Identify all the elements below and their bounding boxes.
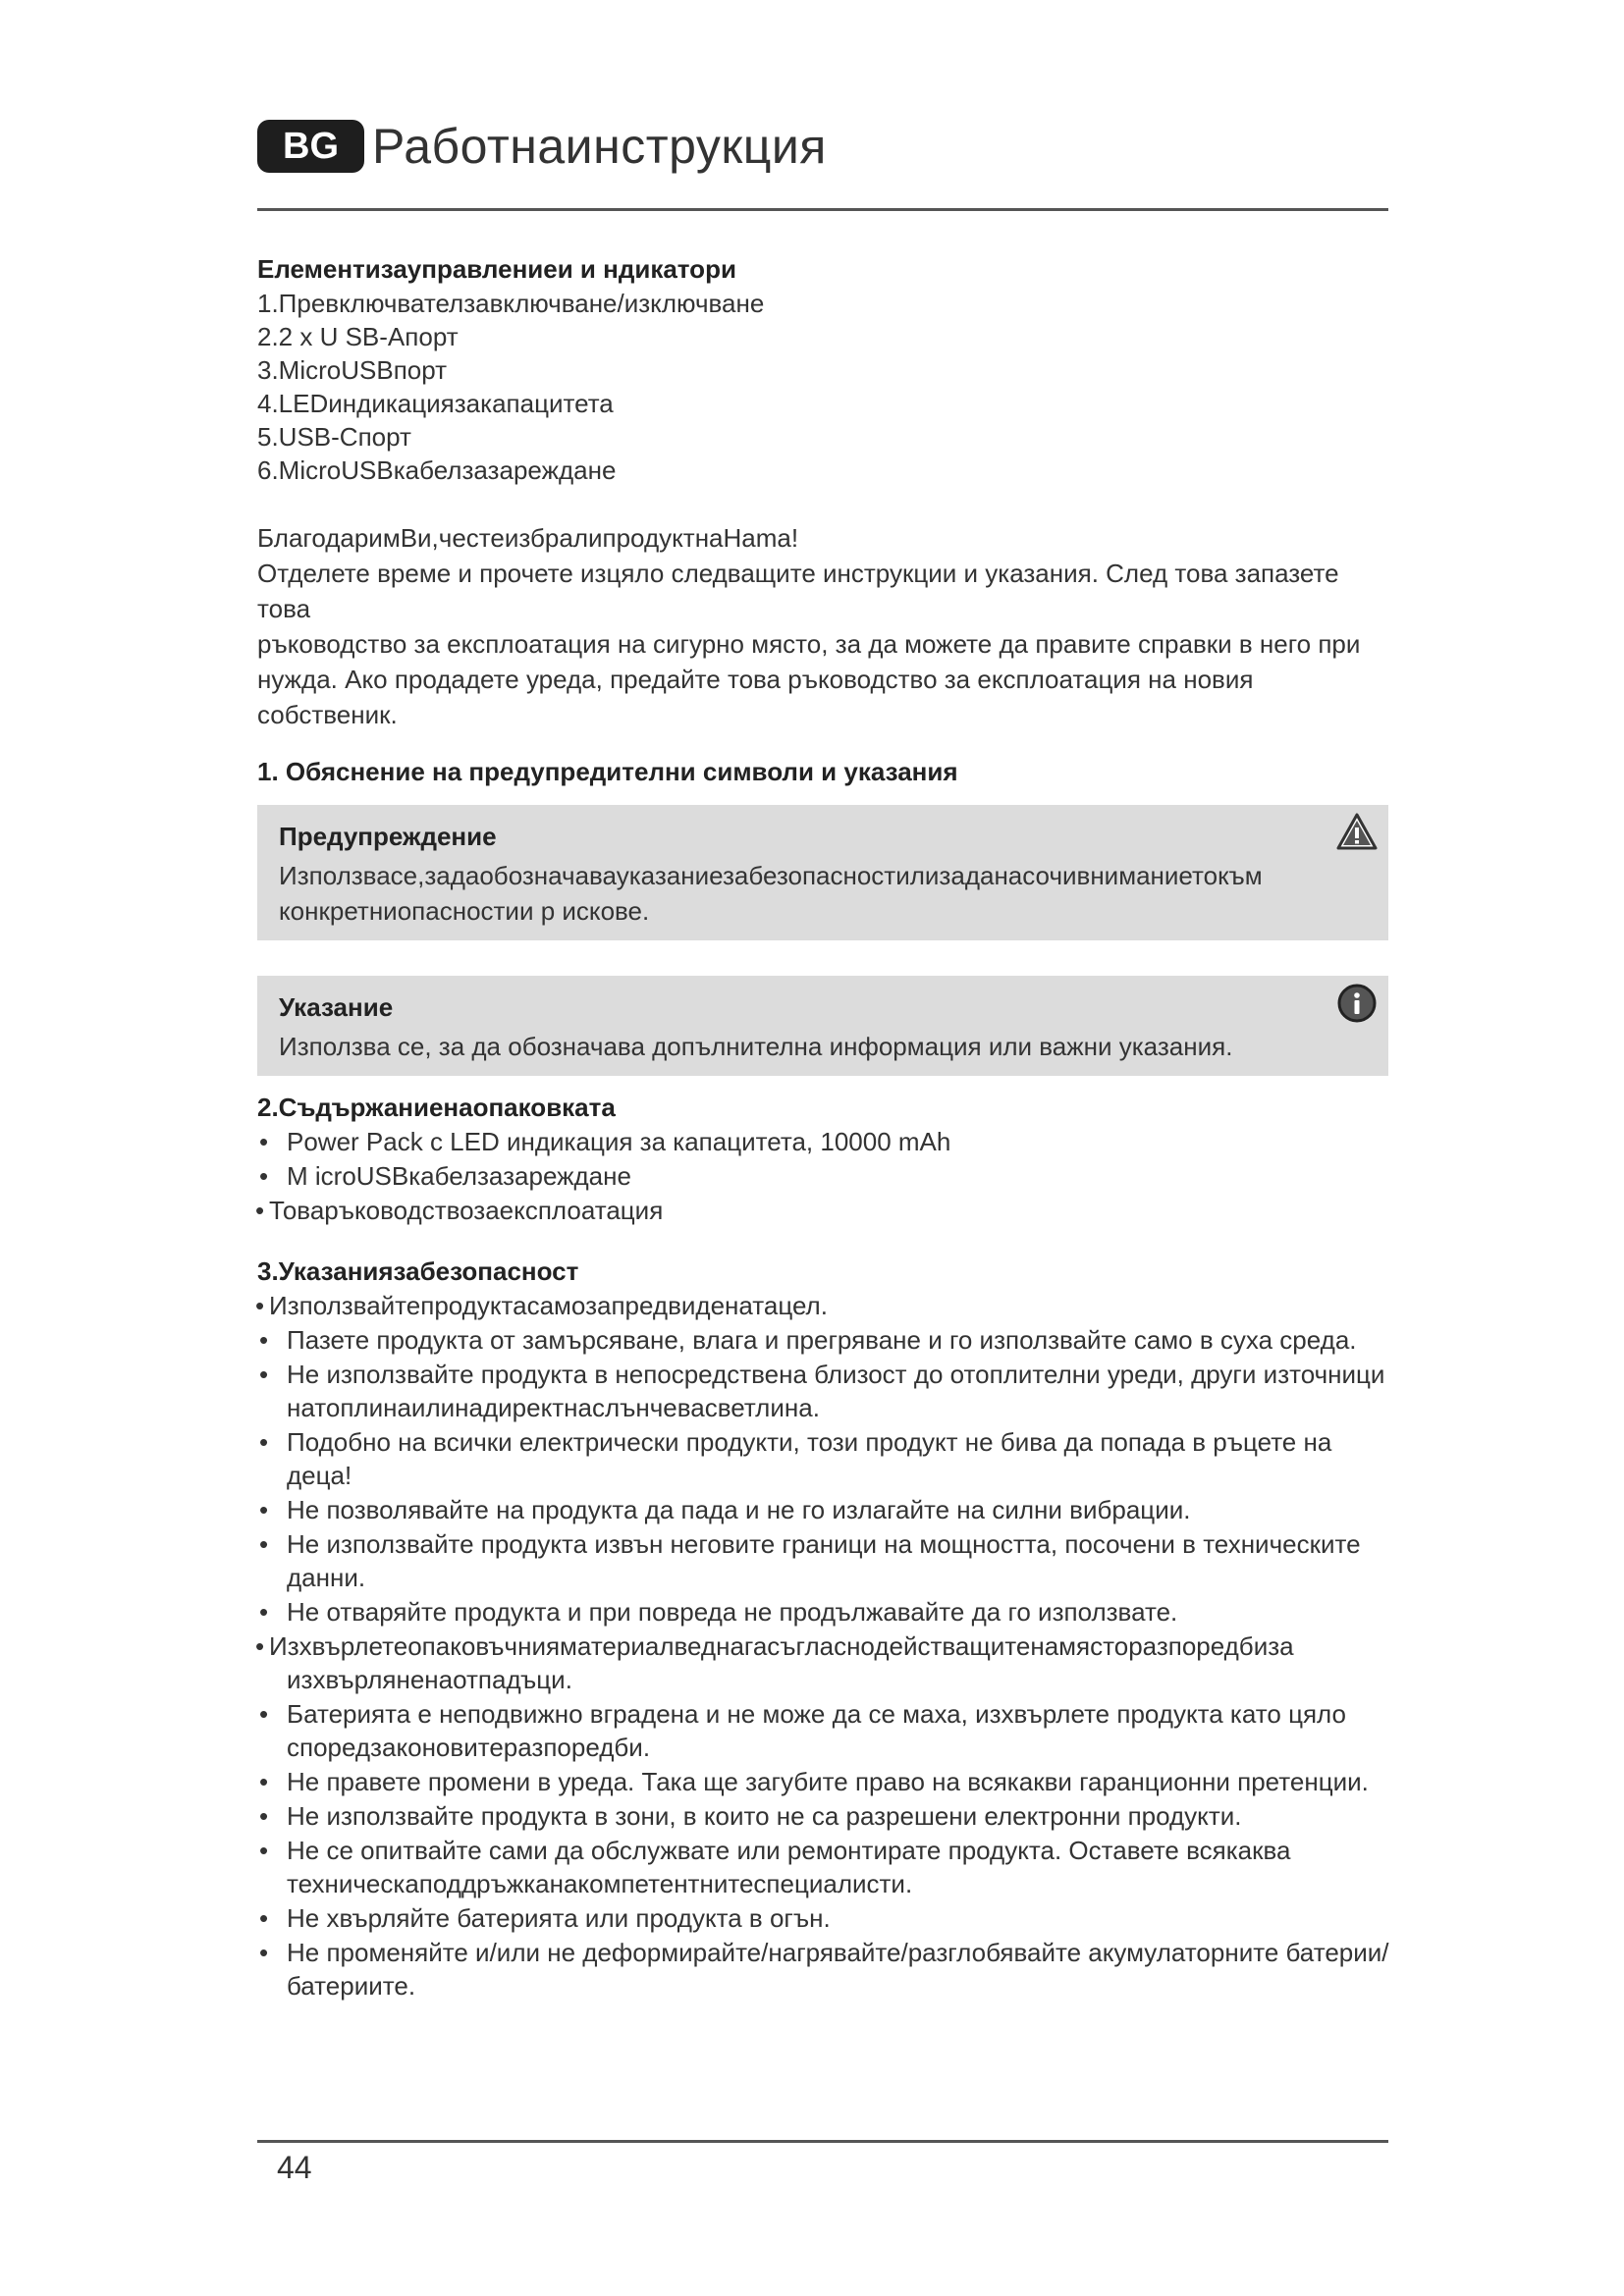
list-item-line: изхвърляненаотпадъци.: [287, 1665, 572, 1694]
list-item-line: • Не променяйте и/или не деформирайте/нагрявайте/разглобявайте акумулаторните батерии/: [287, 1938, 1389, 1967]
page-header: [257, 118, 827, 175]
controls-item: 2.2 x U SB-Апорт: [257, 322, 459, 351]
list-item: [257, 1527, 1396, 1594]
warning-text: Използвасе,задаобозначавауказаниезабезопасностилизаданасочивниманиетокъм: [279, 861, 1263, 890]
language-badge: BG: [257, 120, 364, 173]
controls-heading: Елементизауправлениеи и ндикатори: [257, 254, 736, 284]
controls-item: 6.MicroUSBкабелзазареждане: [257, 455, 617, 485]
list-item-line: • Пазете продукта от замърсяване, влага и прегряване и го използвайте само в суха среда.: [287, 1325, 1357, 1355]
info-icon: [1335, 982, 1379, 1025]
section3-heading: 3.Указаниязабезопасност: [257, 1256, 579, 1286]
list-item: [257, 1425, 1396, 1492]
list-item-line: споредзаконовитеразпоредби.: [287, 1733, 651, 1762]
document-title: Работнаинструкция: [372, 119, 827, 174]
list-item: [257, 1595, 1396, 1629]
list-item-line: • Не правете промени в уреда. Така ще загубите право на всякакви гаранционни претенции.: [287, 1767, 1369, 1796]
warning-text: конкретниопасностии р искове.: [279, 896, 650, 926]
header-divider: [257, 208, 1388, 211]
list-item-line: • Подобно на всички електрически продукти, този продукт не бива да попада в ръцете на: [287, 1427, 1332, 1457]
list-item: [257, 1323, 1396, 1357]
warning-title: Предупреждение: [279, 822, 497, 851]
safety-list: [257, 1289, 1396, 2002]
footer-divider: [257, 2140, 1388, 2143]
controls-item: 4.LEDиндикациязакапацитета: [257, 389, 614, 418]
list-item-line: • Изхвърлетеопаковъчнияматериалведнагасъгласнодействащитенамясторазпоредбиза: [269, 1631, 1294, 1661]
list-item: [257, 1901, 1396, 1935]
intro-line: ръководство за експлоатация на сигурно място, за да можете да правите справки в него при: [257, 629, 1361, 659]
warning-box: [257, 805, 1388, 940]
hint-box: [257, 976, 1388, 1076]
hint-title: Указание: [279, 992, 394, 1022]
list-item-line: • Не използвайте продукта извън неговите граници на мощността, посочени в техническите: [287, 1529, 1361, 1559]
package-contents-list: [257, 1125, 1396, 1227]
page-number: 44: [277, 2150, 312, 2185]
list-item: [257, 1799, 1396, 1833]
list-item-line: • Не се опитвайте сами да обслужвате или ремонтирате продукта. Оставете всякаква: [287, 1836, 1291, 1865]
list-item-line: батериите.: [287, 1971, 416, 2001]
list-item-line: • Не позволявайте на продукта да пада и не го излагайте на силни вибрации.: [287, 1495, 1191, 1524]
section2-heading: 2.Съдържаниенаопаковката: [257, 1093, 616, 1122]
list-item: [257, 1289, 1396, 1322]
list-item-line: • Не хвърляйте батерията или продукта в огън.: [287, 1903, 831, 1933]
list-item-line: • Не отваряйте продукта и при повреда не продължавайте да го използвате.: [287, 1597, 1178, 1627]
list-item-line: • Не използвайте продукта в зони, в които не са разрешени електронни продукти.: [287, 1801, 1242, 1831]
controls-item: 3.MicroUSBпорт: [257, 355, 448, 385]
list-item-line: деца!: [287, 1461, 352, 1490]
list-item-line: • Батерията е неподвижно вградена и не може да се маха, изхвърлете продукта като цяло: [287, 1699, 1346, 1729]
controls-item: 1.Превключвателзавключване/изключване: [257, 289, 765, 318]
section1-heading: 1. Обяснение на предупредителни символи и указания: [257, 757, 958, 786]
warning-triangle-icon: [1335, 811, 1379, 854]
list-item: [257, 1936, 1396, 2002]
list-item-line: техническаподдръжканакомпетентнитеспециалисти.: [287, 1869, 913, 1898]
list-item: [257, 1493, 1396, 1526]
list-item: • Товаръководствозаексплоатация: [257, 1194, 1396, 1227]
intro-line: Отделете време и прочете изцяло следващите инструкции и указания. След това запазете това: [257, 559, 1339, 623]
list-item: • Power Pack с LED индикация за капацитета, 10000 mAh: [257, 1125, 1396, 1158]
controls-item: 5.USB-Спорт: [257, 422, 411, 452]
list-item: [257, 1697, 1396, 1764]
list-item-line: данни.: [287, 1563, 366, 1592]
intro-line: нужда. Ако продадете уреда, предайте това ръководство за експлоатация на новия собственик.: [257, 665, 1254, 729]
list-item: • M icroUSBкабелзазареждане: [257, 1159, 1396, 1193]
list-item: [257, 1834, 1396, 1900]
list-item: [257, 1765, 1396, 1798]
intro-thanks: БлагодаримВи,честеизбралипродуктнаHama!: [257, 523, 799, 553]
page-content: [257, 251, 1396, 2003]
list-item-line: • Използвайтепродуктасамозапредвиденатацел.: [269, 1291, 828, 1320]
list-item: [257, 1629, 1396, 1696]
hint-text: Използва се, за да обозначава допълнителна информация или важни указания.: [279, 1032, 1233, 1061]
list-item-line: натоплинаилинадиректнаслънчевасветлина.: [287, 1393, 820, 1422]
list-item-line: • Не използвайте продукта в непосредствена близост до отоплителни уреди, други източници: [287, 1360, 1385, 1389]
list-item: [257, 1358, 1396, 1424]
